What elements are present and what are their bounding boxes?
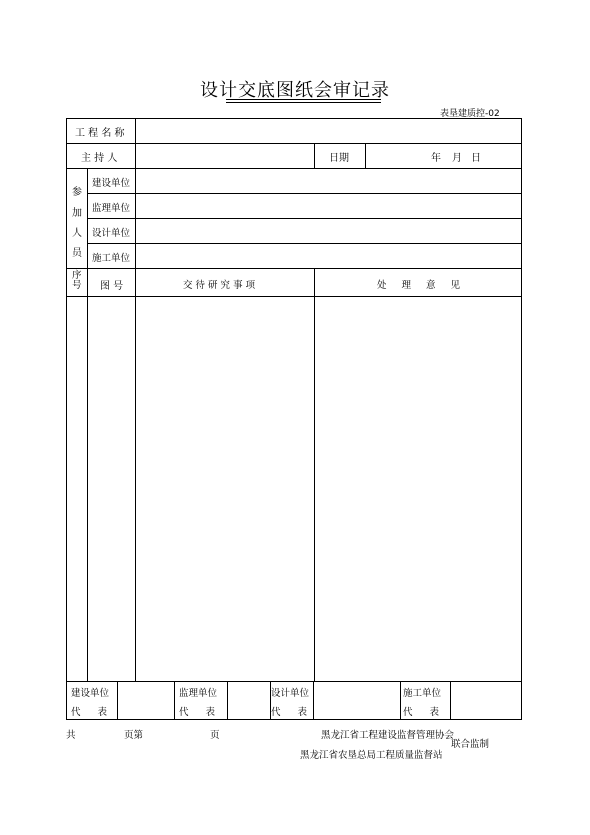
footer-page: 页 xyxy=(210,730,220,741)
date-month: 月 xyxy=(452,153,462,164)
row-divider xyxy=(67,681,521,682)
row-divider xyxy=(87,243,521,244)
participants-label-4: 员 xyxy=(72,248,82,259)
date-day: 日 xyxy=(471,153,481,164)
footer-org-association: 黑龙江省工程建设监督管理协会 xyxy=(321,730,455,741)
seq-header-2: 号 xyxy=(72,280,82,291)
participant-row-label: 施工单位 xyxy=(92,253,131,264)
col-divider xyxy=(135,268,136,681)
form-title: 设计交底图纸会审记录 xyxy=(200,80,390,101)
date-year: 年 xyxy=(431,153,441,164)
sign-rep-design: 代 表 xyxy=(271,707,308,718)
row-divider xyxy=(87,218,521,219)
col-divider xyxy=(314,268,315,681)
sign-unit-contractor: 施工单位 xyxy=(403,688,442,699)
sign-rep-supervision: 代 表 xyxy=(179,707,216,718)
col-divider xyxy=(87,168,88,268)
participants-label-3: 人 xyxy=(72,228,82,239)
row-divider xyxy=(87,193,521,194)
participants-label-2: 加 xyxy=(72,208,82,219)
col-divider xyxy=(87,268,88,681)
title-underline xyxy=(226,99,381,100)
form-table xyxy=(66,118,522,720)
col-divider xyxy=(117,681,118,719)
matters-header: 交 待 研 究 事 项 xyxy=(183,280,256,291)
col-divider xyxy=(135,168,136,268)
footer-total: 共 xyxy=(66,730,76,741)
col-divider xyxy=(365,143,366,168)
participants-label-1: 参 xyxy=(72,187,82,198)
col-divider xyxy=(227,681,228,719)
sign-unit-supervision: 监理单位 xyxy=(179,688,218,699)
sign-unit-design: 设计单位 xyxy=(271,688,310,699)
col-divider xyxy=(314,143,315,168)
participant-row-label: 建设单位 xyxy=(92,178,131,189)
col-divider xyxy=(313,681,314,719)
footer-org-station: 黑龙江省农垦总局工程质量监督站 xyxy=(300,750,443,761)
opinion-header: 处 理 意 见 xyxy=(377,280,461,291)
date-label: 日期 xyxy=(329,153,349,164)
host-label: 主 持 人 xyxy=(81,153,118,164)
form-number: 表垦建质控-02 xyxy=(440,109,500,119)
col-divider xyxy=(135,119,136,168)
footer-page-of: 页第 xyxy=(124,730,144,741)
sign-unit-construction: 建设单位 xyxy=(71,688,110,699)
title-underline-double xyxy=(226,102,381,103)
col-divider xyxy=(174,681,175,719)
col-divider xyxy=(400,681,401,719)
drawing-no-header: 图 号 xyxy=(100,281,124,292)
seq-header-1: 序 xyxy=(72,270,82,281)
sign-rep-contractor: 代 表 xyxy=(403,707,440,718)
sign-rep-construction: 代 表 xyxy=(71,707,108,718)
participant-row-label: 设计单位 xyxy=(92,228,131,239)
project-name-label: 工 程 名 称 xyxy=(75,128,125,139)
participant-row-label: 监理单位 xyxy=(92,203,131,214)
footer-joint-supervision: 联合监制 xyxy=(451,739,490,750)
col-divider xyxy=(450,681,451,719)
